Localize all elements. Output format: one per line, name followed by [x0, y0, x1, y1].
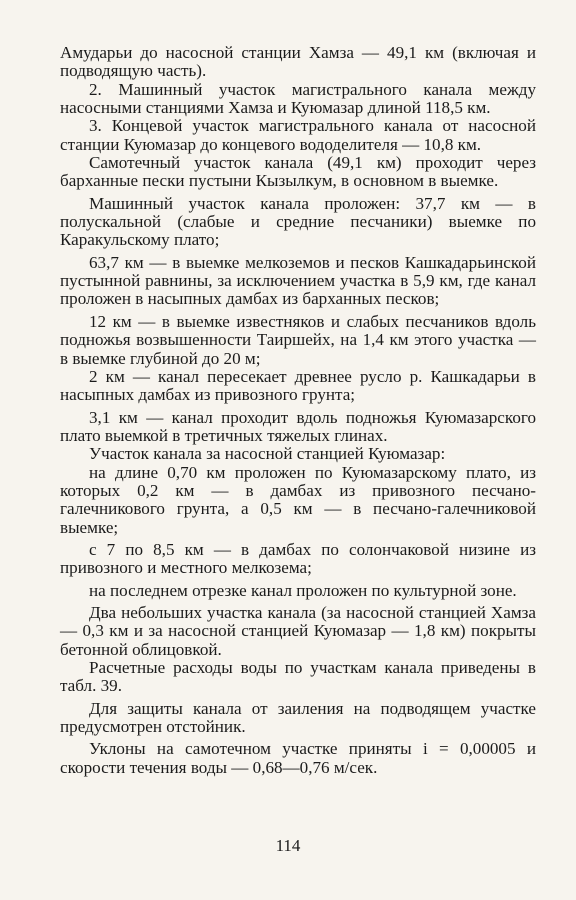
paragraph-4: Самотечный участок канала (49,1 км) проходит через барханные пески пустыни Кызылкум, в основном в выемке. [60, 153, 536, 191]
paragraph-12: с 7 по 8,5 км — в дамбах по солончаковой низине из привозного и местного мелкозема; [60, 539, 536, 578]
paragraph-3: 3. Концевой участок магистрального канала от насосной станции Куюмазар до концевого вододелителя — 10,8 км. [60, 116, 536, 154]
paragraph-14: Два небольших участка канала (за насосной станцией Хамза — 0,3 км и за насосной станцией Куюмазар — 1,8 км) покрыты бетонной облицовкой. [60, 602, 536, 659]
paragraph-1: Амударьи до насосной станции Хамза — 49,1 км (включая и подводящую часть). [60, 43, 536, 81]
page-number: 114 [275, 836, 301, 855]
paragraph-15: Расчетные расходы воды по участкам канала приведены в табл. 39. [60, 658, 536, 696]
paragraph-2: 2. Машинный участок магистрального канала между насосными станциями Хамза и Куюмазар длиной 118,5 км. [60, 79, 536, 118]
paragraph-6: 63,7 км — в выемке мелкоземов и песков Кашкадарьинской пустынной равнины, за исключением участка в 5,9 км, где канал проложен в насыпных дамбах из барханных песков; [60, 252, 536, 309]
paragraph-5: Машинный участок канала проложен: 37,7 км — в полускальной (слабые и средние песчаники) выемке по Каракульскому плато; [60, 193, 536, 250]
paragraph-9: 3,1 км — канал проходит вдоль подножья Куюмазарского плато выемкой в третичных тяжелых глинах. [60, 407, 536, 445]
body-text [60, 44, 536, 777]
paragraph-10: Участок канала за насосной станцией Куюмазар: [89, 444, 446, 464]
paragraph-11: на длине 0,70 км проложен по Куюмазарскому плато, из которых 0,2 км — в дамбах из привозного песчано-галечникового грунта, а 0,5 км — в песчано-галечниковой выемке; [60, 462, 536, 537]
paragraph-13: на последнем отрезке канал проложен по культурной зоне. [89, 580, 517, 600]
paragraph-7: 12 км — в выемке известняков и слабых песчаников вдоль подножья возвышенности Таиршейх, на 1,4 км этого участка — в выемке глубиной до 20 м; [60, 311, 536, 368]
paragraph-8: 2 км — канал пересекает древнее русло р. Кашкадарьи в насыпных дамбах из привозного грунта; [60, 366, 536, 405]
paragraph-16: Для защиты канала от заиления на подводящем участке предусмотрен отстойник. [60, 698, 536, 737]
paragraph-17: Уклоны на самотечном участке приняты i = 0,00005 и скорости течения воды — 0,68—0,76 м/сек. [60, 739, 536, 777]
